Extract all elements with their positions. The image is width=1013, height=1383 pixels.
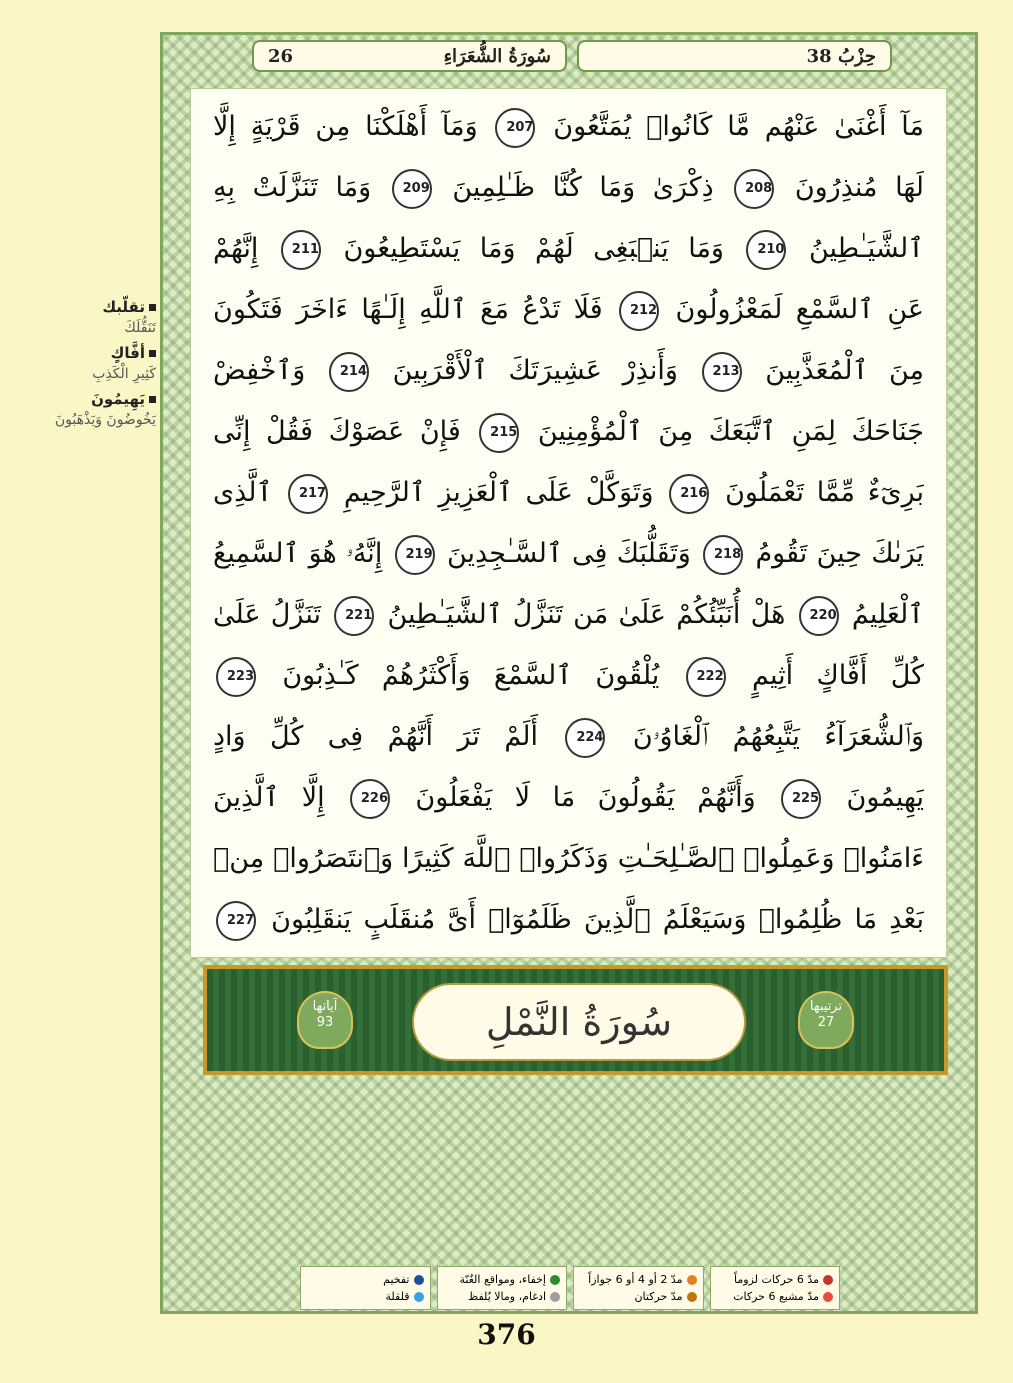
color-dot-icon: [823, 1292, 833, 1302]
page-header: [252, 40, 892, 72]
legend-column: [573, 1266, 704, 1310]
quran-line: [213, 280, 924, 340]
ayah-number-marker: 224: [565, 718, 605, 758]
ayah-text: وَمَآ أَهْلَكْنَا مِن قَرْيَةٍ إِلَّا: [213, 111, 493, 142]
surah-name: سُورَةُ الشُّعَرَاءِ: [443, 45, 551, 67]
ayah-text: مِنَ ٱلْمُعَذَّبِينَ: [744, 355, 924, 386]
legend-label: قلقلة: [385, 1290, 410, 1303]
surah-order-badge: [798, 991, 854, 1049]
ayah-text: إِنَّهُمْ: [213, 233, 278, 264]
legend-column: [300, 1266, 431, 1310]
note-word-1: تقلّبك: [6, 298, 156, 316]
color-dot-icon: [550, 1292, 560, 1302]
ayah-number-marker: 220: [799, 596, 839, 636]
quran-line: [213, 646, 924, 706]
ayah-text: فَلَا تَدْعُ مَعَ ٱللَّهِ إِلَـٰهًا ءَاخَرَ فَتَكُونَ: [213, 294, 617, 325]
ayah-text: بَرِىٓءٌ مِّمَّا تَعْمَلُونَ: [712, 477, 924, 508]
legend-label: مدّ 6 حركات لزوماً: [734, 1273, 819, 1286]
legend-item: [580, 1271, 697, 1288]
legend-label: مدّ حركتان: [634, 1290, 683, 1303]
ayah-number-marker: 217: [288, 474, 328, 514]
legend-item: [717, 1271, 834, 1288]
ayah-count-label: آياتها: [312, 999, 338, 1014]
ayah-text: عَنِ ٱلسَّمْعِ لَمَعْزُولُونَ: [662, 294, 924, 325]
ayah-number-marker: 214: [329, 352, 369, 392]
ayah-text: وَأَنذِرْ عَشِيرَتَكَ ٱلْأَقْرَبِينَ: [371, 355, 699, 386]
ayah-number-marker: 216: [669, 474, 709, 514]
legend-item: [444, 1288, 561, 1305]
hizb-header-box: [577, 40, 892, 72]
legend-item: [307, 1271, 424, 1288]
quran-text-panel: [190, 88, 947, 958]
legend-item: [444, 1271, 561, 1288]
ayah-text: ذِكْرَىٰ وَمَا كُنَّا ظَـٰلِمِينَ: [434, 172, 732, 203]
quran-line: [213, 219, 924, 279]
legend-label: مدّ 2 أو 4 أو 6 جوازاً: [588, 1273, 683, 1286]
ayah-number-marker: 225: [781, 779, 821, 819]
legend-item: [307, 1288, 424, 1305]
note-gloss-3: يَخُوضُونَ وَيَذْهَبُونَ: [54, 412, 156, 428]
ayah-text: إِلَّا ٱلَّذِينَ: [213, 782, 348, 813]
ayah-number-marker: 207: [495, 108, 535, 148]
ayah-text: مَآ أَغْنَىٰ عَنْهُم مَّا كَانُوا۟ يُمَتَّعُونَ: [538, 111, 924, 142]
ayah-text: يَهِيمُونَ: [824, 782, 924, 813]
next-surah-title: سُورَةُ النَّمْلِ: [412, 983, 746, 1061]
color-dot-icon: [823, 1275, 833, 1285]
ayah-count-number: 93: [316, 1015, 334, 1030]
ayah-number-marker: 223: [216, 657, 256, 697]
legend-label: تفخيم: [383, 1273, 410, 1286]
ayah-number-marker: 226: [350, 779, 390, 819]
quran-line: [213, 768, 924, 828]
ayah-number-marker: 221: [334, 596, 374, 636]
hizb-label: حِزْبُ 38: [806, 45, 876, 67]
ayah-text: ٱلْعَلِيمُ: [841, 599, 924, 630]
ayah-text: وَأَنَّهُمْ يَقُولُونَ مَا لَا يَفْعَلُونَ: [393, 782, 779, 813]
ayah-text: وَتَوَكَّلْ عَلَى ٱلْعَزِيزِ ٱلرَّحِيمِ: [331, 477, 667, 508]
quran-line: [213, 890, 924, 950]
note-word-3: يَهِيمُونَ: [6, 390, 156, 408]
ayah-number-marker: 212: [619, 291, 659, 331]
ayah-text: يُلْقُونَ ٱلسَّمْعَ وَأَكْثَرُهُمْ كَـٰذِبُونَ: [259, 660, 683, 691]
color-dot-icon: [550, 1275, 560, 1285]
color-dot-icon: [414, 1275, 424, 1285]
legend-column: [437, 1266, 568, 1310]
ayah-number-marker: 208: [734, 169, 774, 209]
ayah-text: وَٱخْفِضْ: [213, 355, 326, 386]
ayah-text: فَإِنْ عَصَوْكَ فَقُلْ إِنِّى: [213, 416, 477, 447]
note-gloss-2: كَثِيرِ الْكَذِبِ: [92, 366, 156, 382]
ayah-text: لَهَا مُنذِرُونَ: [777, 172, 924, 203]
note-gloss-1: تَنَقُّلَكَ: [124, 320, 156, 336]
quran-line: [213, 402, 924, 462]
quran-line: [213, 158, 924, 218]
surah-header-box: [252, 40, 567, 72]
ayah-number-marker: 227: [216, 901, 256, 941]
ayah-text: وَتَقَلُّبَكَ فِى ٱلسَّـٰجِدِينَ: [437, 538, 701, 569]
quran-line: [213, 97, 924, 157]
ayah-text: بَعْدِ مَا ظُلِمُوا۟ وَسَيَعْلَمُ ٱلَّذِينَ ظَلَمُوٓا۟ أَىَّ مُنقَلَبٍ يَنقَلِبُونَ: [259, 904, 924, 935]
ayah-text: وَٱلشُّعَرَآءُ يَتَّبِعُهُمُ ٱلْغَاوُۥنَ: [608, 721, 924, 752]
bullet-square-icon: [149, 304, 156, 311]
ayah-count-badge: [297, 991, 353, 1049]
ayah-text: كُلِّ أَفَّاكٍ أَثِيمٍ: [728, 660, 924, 691]
quran-line: [213, 829, 924, 889]
legend-label: مدّ مشبع 6 حركات: [733, 1290, 819, 1303]
quran-line: [213, 585, 924, 645]
note-word-2: أفَّاكٍ: [6, 344, 156, 362]
ayah-number-marker: 218: [703, 535, 743, 575]
quran-line: [213, 524, 924, 584]
ayah-text: وَمَا يَنۢبَغِى لَهُمْ وَمَا يَسْتَطِيعُونَ: [323, 233, 744, 264]
tajweed-legend: [300, 1266, 840, 1310]
legend-item: [717, 1288, 834, 1305]
surah-number: 26: [268, 45, 294, 67]
color-dot-icon: [414, 1292, 424, 1302]
ayah-text: ٱلَّذِى: [213, 477, 286, 508]
ayah-text: ءَامَنُوا۟ وَعَمِلُوا۟ ٱلصَّـٰلِحَـٰتِ وَذَكَرُوا۟ ٱللَّهَ كَثِيرًا وَٱنتَصَرُوا۟ مِنۢ: [213, 843, 924, 874]
bullet-square-icon: [149, 350, 156, 357]
surah-banner: [203, 965, 948, 1075]
legend-label: ادغام، ومالا يُلفظ: [468, 1290, 546, 1303]
quran-line: [213, 463, 924, 523]
ayah-text: يَرَىٰكَ حِينَ تَقُومُ: [746, 538, 924, 569]
page-number: 376: [477, 1318, 536, 1351]
color-dot-icon: [687, 1275, 697, 1285]
ayah-number-marker: 213: [702, 352, 742, 392]
ayah-number-marker: 210: [746, 230, 786, 270]
ayah-text: هَلْ أُنَبِّئُكُمْ عَلَىٰ مَن تَنَزَّلُ ٱلشَّيَـٰطِينُ: [377, 599, 796, 630]
margin-notes: [6, 290, 156, 432]
ayah-text: أَلَمْ تَرَ أَنَّهُمْ فِى كُلِّ وَادٍ: [213, 721, 563, 752]
legend-column: [710, 1266, 841, 1310]
ayah-number-marker: 215: [479, 413, 519, 453]
quran-line: [213, 341, 924, 401]
ayah-number-marker: 222: [686, 657, 726, 697]
surah-order-label: ترتيبها: [809, 999, 843, 1014]
bullet-square-icon: [149, 396, 156, 403]
ayah-number-marker: 209: [392, 169, 432, 209]
quran-line: [213, 707, 924, 767]
ayah-text: ٱلشَّيَـٰطِينُ: [789, 233, 924, 264]
ayah-number-marker: 211: [281, 230, 321, 270]
ayah-text: وَمَا تَنَزَّلَتْ بِهِ: [213, 172, 389, 203]
surah-order-number: 27: [817, 1015, 835, 1030]
color-dot-icon: [687, 1292, 697, 1302]
legend-item: [580, 1288, 697, 1305]
legend-label: إخفاء، ومواقع الغُنّة: [459, 1273, 546, 1286]
ayah-text: جَنَاحَكَ لِمَنِ ٱتَّبَعَكَ مِنَ ٱلْمُؤْمِنِينَ: [522, 416, 924, 447]
ayah-text: تَنَزَّلُ عَلَىٰ: [213, 599, 332, 630]
ayah-number-marker: 219: [395, 535, 435, 575]
ayah-text: إِنَّهُۥ هُوَ ٱلسَّمِيعُ: [213, 538, 392, 569]
